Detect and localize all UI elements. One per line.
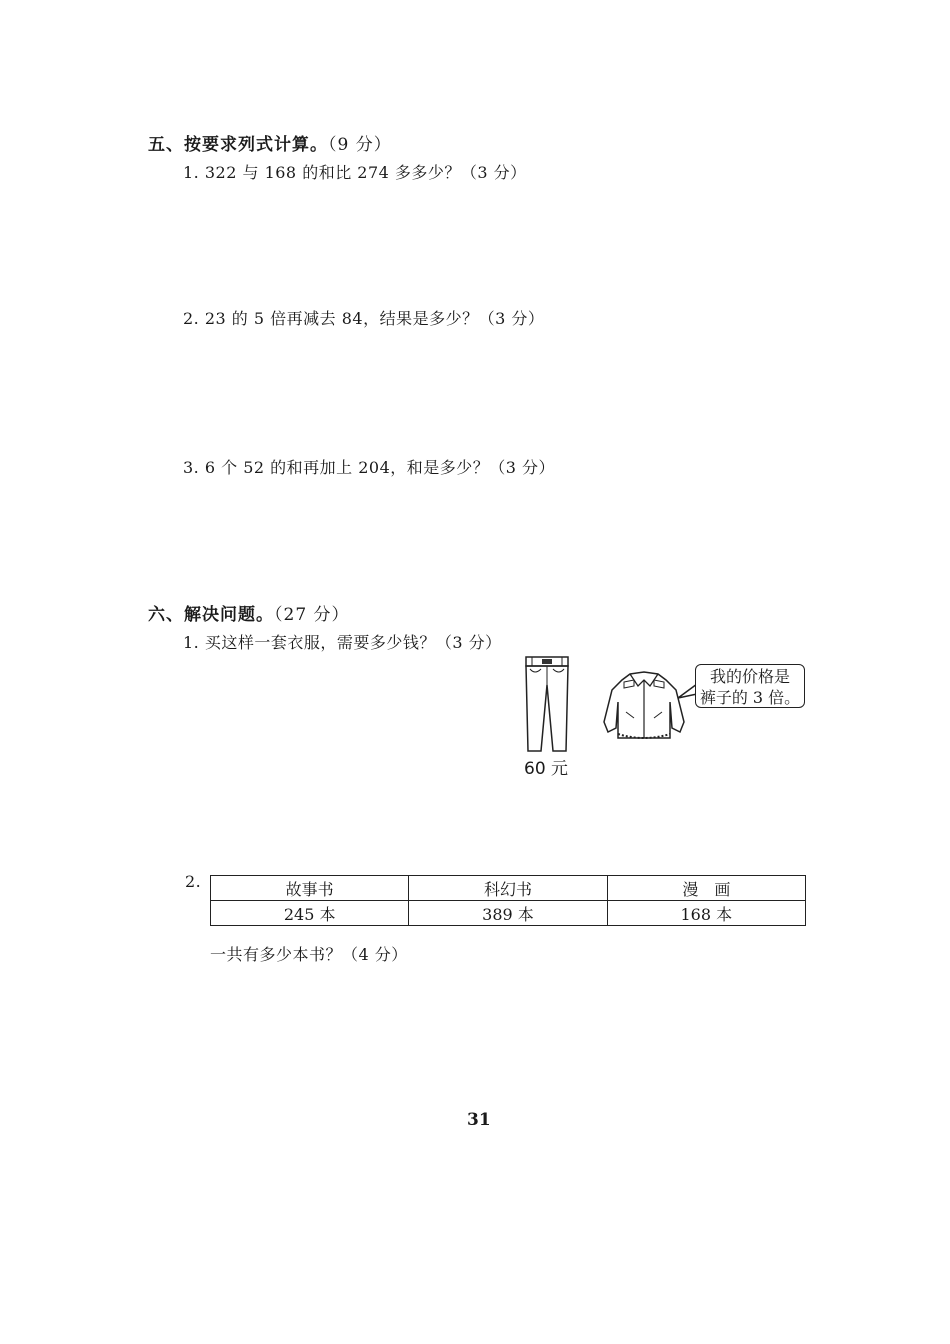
bubble-line-2: 裤子的 3 倍。 — [699, 688, 801, 707]
section-5-question-1: 1. 322 与 168 的和比 274 多多少？（3 分） — [183, 163, 527, 182]
header-comics: 漫 画 — [607, 876, 805, 901]
section-6-heading — [148, 600, 350, 625]
section-5-question-2: 2. 23 的 5 倍再减去 84，结果是多少？（3 分） — [183, 309, 545, 328]
pants-price: 60 元 — [524, 759, 569, 779]
speech-bubble — [695, 664, 805, 708]
section-6-question-1: 1. 买这样一套衣服，需要多少钱？（3 分） — [183, 633, 502, 652]
section-5-question-3: 3. 6 个 52 的和再加上 204，和是多少？（3 分） — [183, 458, 556, 477]
value-story-books: 245 本 — [211, 901, 409, 926]
table-header-row — [211, 876, 806, 901]
section-5-heading — [148, 130, 392, 155]
value-scifi-books: 389 本 — [409, 901, 607, 926]
page-number: 31 — [467, 1110, 491, 1130]
header-scifi-books: 科幻书 — [409, 876, 607, 901]
pants-illustration — [522, 655, 572, 755]
section-6-question-2-number: 2. — [185, 872, 202, 891]
section-5-score: （9 分） — [328, 135, 392, 155]
section-6-title: 六、解决问题。 — [148, 605, 274, 625]
section-6-question-2: 一共有多少本书？（4 分） — [210, 945, 408, 964]
section-6-score: （27 分） — [274, 605, 350, 625]
section-5-title: 五、按要求列式计算。 — [148, 135, 328, 155]
books-table — [210, 875, 806, 926]
bubble-line-1: 我的价格是 — [709, 667, 790, 686]
header-story-books: 故事书 — [211, 876, 409, 901]
jacket-illustration — [600, 668, 688, 744]
value-comics: 168 本 — [607, 901, 805, 926]
table-values-row — [211, 901, 806, 926]
